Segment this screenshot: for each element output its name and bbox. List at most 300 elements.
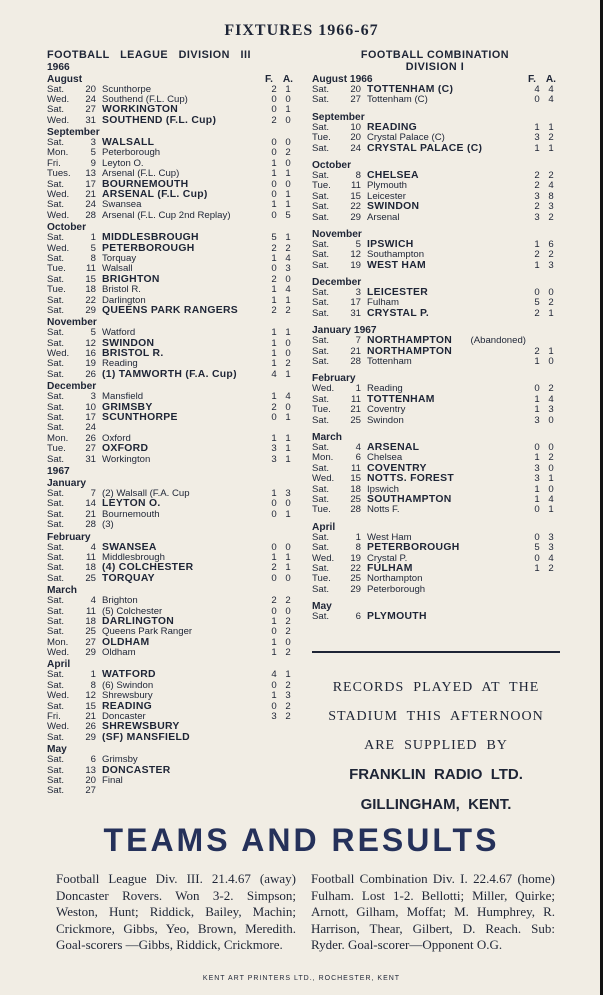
score-for: 0 — [271, 700, 277, 712]
fixture-day: Tue. — [312, 180, 331, 192]
score-against: 6 — [548, 238, 554, 250]
score-for: 1 — [534, 393, 540, 405]
league-fixtures-column — [47, 50, 295, 797]
combination-fixture-list — [312, 74, 558, 622]
score-for: 1 — [534, 493, 540, 505]
fixture-opponent: Arsenal (F.L. Cup) — [102, 169, 180, 180]
fixture-date: 11 — [86, 551, 96, 563]
fixture-opponent: TORQUAY — [102, 573, 155, 584]
fixture-date: 18 — [85, 284, 96, 296]
fixture-row — [312, 384, 558, 394]
combination-fixtures-column — [312, 50, 558, 622]
score-for: 0 — [271, 104, 277, 116]
fixture-opponent: OLDHAM — [102, 637, 150, 648]
score-for: 3 — [271, 711, 277, 723]
league-fixture-list — [47, 74, 295, 797]
score-for: 0 — [271, 508, 277, 520]
fixture-row — [47, 105, 295, 115]
fixture-opponent: Southend (F.L. Cup) — [102, 94, 188, 105]
fixture-day: Sat. — [47, 337, 65, 349]
fixture-day: Sat. — [312, 84, 330, 95]
fixture-day: Sat. — [312, 441, 330, 453]
fixture-day: Wed. — [47, 647, 70, 659]
score-against: 1 — [285, 453, 291, 465]
score-for: 3 — [534, 190, 540, 202]
fixture-day: Wed. — [47, 93, 70, 105]
fixture-row — [312, 474, 558, 484]
fixture-day: Wed. — [47, 189, 70, 201]
fixture-opponent: Final — [102, 775, 123, 786]
fixture-day: Sat. — [47, 391, 65, 403]
fixture-day: Sat. — [312, 493, 330, 505]
score-for: 1 — [271, 284, 277, 296]
fixture-note: (Abandoned) — [470, 335, 526, 347]
fixture-opponent: BOURNEMOUTH — [102, 179, 189, 190]
score-for: 3 — [534, 462, 540, 474]
fixture-date: 5 — [355, 238, 361, 250]
fixture-date: 28 — [350, 356, 361, 368]
score-for: 1 — [534, 452, 540, 464]
fixture-opponent: Plymouth — [367, 181, 407, 192]
score-for: 1 — [534, 238, 540, 250]
fixture-opponent: LEYTON O. — [102, 499, 161, 510]
score-against: 1 — [548, 307, 554, 319]
fixture-opponent: Watford — [102, 328, 136, 339]
fixture-opponent: Queens Park Ranger — [102, 627, 193, 638]
fixture-date: 28 — [85, 519, 96, 531]
fixture-opponent: SWINDON — [102, 338, 155, 349]
fixture-day: Sat. — [47, 764, 65, 776]
fixture-date: 8 — [355, 542, 361, 554]
fixture-date: 14 — [85, 498, 96, 510]
score-against: 1 — [285, 199, 291, 211]
score-against: 2 — [548, 452, 554, 464]
fixture-date: 31 — [85, 114, 96, 126]
fixture-date: 4 — [90, 595, 96, 607]
score-against: 1 — [285, 562, 291, 574]
fixture-row — [312, 574, 558, 584]
fixture-row — [312, 443, 558, 453]
fixture-row — [47, 702, 295, 712]
against-label: A. — [282, 73, 293, 85]
fixture-date: 25 — [350, 493, 361, 505]
score-for: 2 — [534, 201, 540, 213]
score-against: 0 — [285, 337, 291, 349]
fixture-opponent: BRIGHTON — [102, 274, 160, 285]
score-against: 0 — [548, 414, 554, 426]
fixture-opponent: IPSWICH — [367, 239, 414, 250]
score-for: 1 — [534, 121, 540, 133]
score-for: 0 — [271, 209, 277, 221]
fixture-opponent: Middlesbrough — [102, 552, 165, 563]
fixture-day: Sat. — [47, 785, 65, 797]
fixture-opponent: CRYSTAL P. — [367, 308, 430, 319]
fixture-row — [47, 627, 295, 637]
fixture-opponent: PETERBOROUGH — [102, 243, 195, 254]
score-against: 1 — [548, 504, 554, 516]
fixture-opponent: SOUTHEND (F.L. Cup) — [102, 115, 217, 126]
combination-division: DIVISION I — [405, 60, 465, 73]
fixture-date: 6 — [355, 611, 361, 623]
combination-result-paragraph: Football Combination Div. I. 22.4.67 (home) Fulham. Lost 1-2. Bellotti; Miller, Quirke; Arnott, Gilham, Moffat; M. Humphrey, R. Harrison, Thear, Gilbert, D. Reach. Sub: Ryder. Goal-scorer—Opponent O.G. — [311, 871, 555, 953]
score-for: 0 — [534, 552, 540, 564]
score-against: 2 — [548, 132, 554, 144]
fixture-row — [47, 296, 295, 306]
fixture-day: Sat. — [47, 422, 65, 434]
score-against: 1 — [285, 551, 291, 563]
fixture-row — [47, 200, 295, 210]
fixture-day: Sat. — [312, 345, 330, 357]
fixture-row — [47, 617, 295, 627]
fixture-day: Tue. — [312, 404, 331, 416]
fixture-row — [47, 776, 295, 786]
fixture-opponent: (SF) MANSFIELD — [102, 732, 190, 743]
fixture-opponent: SWINDON — [367, 202, 420, 213]
score-against: 0 — [285, 605, 291, 617]
month-heading — [47, 659, 295, 670]
fixture-row — [47, 159, 295, 169]
fixture-day: Sat. — [47, 178, 65, 190]
records-line-2: STADIUM THIS AFTERNOON — [328, 709, 544, 724]
fixture-row — [47, 349, 295, 359]
fixture-day: Sat. — [47, 551, 65, 563]
records-divider — [312, 651, 560, 653]
score-for: 1 — [271, 157, 277, 169]
fixture-opponent: Grimsby — [102, 755, 138, 766]
fixture-opponent: Swansea — [102, 200, 142, 211]
fixture-row — [47, 254, 295, 264]
score-against: 4 — [285, 391, 291, 403]
fixture-opponent: Southampton — [367, 250, 425, 261]
month-label: October — [47, 222, 87, 234]
score-for: 2 — [534, 345, 540, 357]
score-against: 0 — [285, 93, 291, 105]
fixture-date: 16 — [85, 348, 96, 360]
fixture-date: 11 — [351, 180, 361, 192]
score-against: 1 — [548, 142, 554, 154]
fixture-row — [47, 211, 295, 221]
fixture-opponent: Tottenham (C) — [367, 95, 428, 106]
fixture-date: 29 — [350, 583, 361, 595]
fixture-row — [47, 85, 295, 95]
fixture-row — [47, 244, 295, 254]
fixture-date: 20 — [350, 84, 361, 95]
fixture-date: 13 — [85, 764, 96, 776]
fixture-row — [312, 309, 558, 319]
fixture-opponent: Bournemouth — [102, 509, 160, 520]
fixture-date: 15 — [85, 273, 96, 285]
fixture-day: Wed. — [47, 348, 70, 360]
score-for: 0 — [534, 504, 540, 516]
fixture-opponent: Arsenal (F.L. Cup 2nd Replay) — [102, 210, 231, 221]
fixture-day: Wed. — [47, 114, 70, 126]
fixture-row — [47, 563, 295, 573]
fixture-opponent: WALSALL — [102, 138, 155, 149]
fixture-day: Sat. — [47, 669, 65, 681]
fixture-opponent: NORTHAMPTON — [367, 346, 453, 357]
score-for: 0 — [534, 287, 540, 299]
fixture-opponent: ARSENAL (F.L. Cup) — [102, 190, 208, 201]
score-against: 2 — [285, 647, 291, 659]
fixture-date: 27 — [85, 104, 96, 116]
month-heading — [312, 432, 558, 443]
fixture-row — [47, 444, 295, 454]
fixture-row — [47, 510, 295, 520]
fixture-opponent: Crystal Palace (C) — [367, 133, 445, 144]
fixture-date: 18 — [85, 562, 96, 574]
fixture-date: 19 — [350, 259, 361, 271]
fixture-opponent: WORKINGTON — [102, 105, 179, 116]
fixture-row — [47, 328, 295, 338]
league-result-paragraph: Football League Div. III. 21.4.67 (away) Doncaster Rovers. Won 3-2. Simpson; Weston, Hunt; Riddick, Bailey, Machin; Crickmore, Gibbs, Yeo, Brown, Meredith. Goal-scorers —Gibbs, Riddick, Crickmore. — [56, 871, 296, 953]
fixture-day: Sat. — [47, 615, 65, 627]
fixture-opponent: GRIMSBY — [102, 402, 153, 413]
fixture-row — [312, 95, 558, 105]
score-against: 3 — [548, 259, 554, 271]
score-for: 3 — [534, 473, 540, 485]
fixture-day: Sat. — [312, 356, 330, 368]
fixture-opponent: Northampton — [367, 574, 423, 585]
fixture-row — [312, 123, 558, 133]
fixture-row — [47, 543, 295, 553]
fixture-date: 5 — [90, 242, 96, 254]
score-against: 0 — [285, 273, 291, 285]
fixture-day: Sat. — [47, 273, 65, 285]
fixture-row — [312, 585, 558, 595]
fixture-day: Sat. — [312, 462, 330, 474]
fixture-day: Sat. — [47, 104, 65, 116]
fixture-day: Sat. — [47, 754, 65, 766]
fixture-day: Sat. — [47, 605, 65, 617]
fixture-date: 11 — [86, 605, 96, 617]
fixture-date: 1 — [90, 669, 96, 681]
fixture-date: 7 — [355, 335, 361, 347]
score-against: 2 — [285, 711, 291, 723]
score-against: 2 — [285, 147, 291, 159]
score-for: 0 — [534, 531, 540, 543]
score-against: 2 — [285, 700, 291, 712]
fixture-opponent: Coventry — [367, 405, 406, 416]
records-line-3: ARE SUPPLIED BY — [364, 738, 508, 753]
month-heading — [312, 601, 558, 612]
fixture-row — [312, 554, 558, 564]
score-against: 8 — [548, 190, 554, 202]
score-for: 2 — [534, 249, 540, 261]
month-heading — [312, 160, 558, 171]
fixture-opponent: TOTTENHAM (C) — [367, 85, 454, 95]
fixture-date: 29 — [85, 647, 96, 659]
score-against: 1 — [285, 104, 291, 116]
month-label: February — [312, 373, 356, 385]
fixture-day: Sat. — [47, 304, 65, 316]
month-heading — [47, 74, 295, 85]
fixture-row — [312, 612, 558, 622]
score-for: 1 — [271, 327, 277, 339]
score-against: 0 — [548, 441, 554, 453]
fixture-date: 18 — [85, 615, 96, 627]
score-against: 0 — [285, 348, 291, 360]
fixture-opponent: Arsenal — [367, 212, 400, 223]
score-for: 1 — [271, 337, 277, 349]
fixture-date: 21 — [350, 345, 361, 357]
fixture-opponent: READING — [367, 122, 418, 133]
fixture-row — [47, 648, 295, 658]
fixture-day: Sat. — [312, 583, 330, 595]
for-label: F. — [528, 74, 536, 85]
fixture-day: Sat. — [47, 562, 65, 574]
month-heading — [312, 229, 558, 240]
score-against: 4 — [285, 252, 291, 264]
fixture-opponent: Reading — [367, 384, 403, 395]
fixture-day: Sat. — [312, 190, 330, 202]
score-for: 5 — [534, 542, 540, 554]
fixture-opponent: Walsall — [102, 264, 133, 275]
score-for: 3 — [534, 132, 540, 144]
score-for: 3 — [271, 453, 277, 465]
fixture-day: Sat. — [47, 700, 65, 712]
fixture-date: 1 — [355, 531, 361, 543]
fixture-date: 15 — [350, 190, 361, 202]
month-label: December — [312, 277, 362, 289]
fixture-row — [312, 261, 558, 271]
fixture-date: 13 — [85, 168, 96, 180]
fixture-date: 31 — [350, 307, 361, 319]
fixture-date: 24 — [85, 199, 96, 211]
month-heading — [47, 222, 295, 233]
score-for: 0 — [534, 441, 540, 453]
fixture-row — [47, 607, 295, 617]
month-label: December — [47, 381, 97, 393]
fixture-day: Sat. — [312, 238, 330, 250]
fixture-day: Mon. — [47, 432, 69, 444]
fixture-day: Sat. — [312, 562, 330, 574]
score-for: 2 — [271, 273, 277, 285]
fixture-date: 5 — [90, 147, 96, 159]
fixture-day: Sat. — [47, 498, 65, 510]
score-for: 2 — [534, 307, 540, 319]
fixture-opponent: WEST HAM — [367, 260, 426, 271]
fixture-day: Sat. — [47, 572, 65, 584]
fixture-opponent: Torquay — [102, 253, 137, 264]
score-against: 1 — [285, 232, 291, 244]
fixture-date: 25 — [85, 626, 96, 638]
score-for: 1 — [271, 168, 277, 180]
score-for: 4 — [271, 368, 277, 380]
score-against: 2 — [285, 626, 291, 638]
month-heading — [47, 127, 295, 138]
fixture-opponent: FULHAM — [367, 563, 413, 574]
fixture-row — [312, 505, 558, 515]
fixture-opponent: Ipswich — [367, 484, 399, 495]
fixture-date: 7 — [90, 488, 96, 499]
score-for: 1 — [271, 690, 277, 702]
fixture-row — [312, 144, 558, 154]
fixture-row — [312, 181, 558, 191]
score-against: 1 — [285, 432, 291, 444]
score-for: 2 — [534, 180, 540, 192]
score-for: 0 — [271, 147, 277, 159]
fixture-row — [47, 733, 295, 743]
fixture-day: Sat. — [312, 393, 330, 405]
fixture-date: 9 — [90, 157, 96, 169]
fixture-row — [312, 357, 558, 367]
fixture-row — [47, 520, 295, 530]
fixture-date: 27 — [85, 443, 96, 455]
fixture-date: 25 — [350, 573, 361, 585]
fixture-date: 10 — [350, 121, 361, 133]
score-against: 0 — [285, 636, 291, 648]
score-for: 2 — [271, 242, 277, 254]
fixture-day: Sat. — [312, 414, 330, 426]
records-location: GILLINGHAM, KENT. — [360, 796, 512, 813]
fixture-date: 18 — [350, 483, 361, 495]
fixture-opponent: LEICESTER — [367, 288, 429, 299]
month-heading — [312, 373, 558, 384]
fixture-date: 20 — [350, 132, 361, 144]
fixture-opponent: (1) TAMWORTH (F.A. Cup) — [102, 369, 237, 380]
fixture-day: Sat. — [47, 508, 65, 520]
fixture-row — [47, 681, 295, 691]
score-against: 2 — [285, 304, 291, 316]
score-for: 1 — [534, 562, 540, 574]
fixture-opponent: Scunthorpe — [102, 84, 152, 95]
score-against: 0 — [548, 356, 554, 368]
fixture-date: 17 — [85, 412, 96, 424]
fixture-opponent: Brighton — [102, 596, 138, 607]
month-label: March — [312, 431, 343, 443]
score-against: 1 — [548, 345, 554, 357]
score-for: 5 — [534, 297, 540, 309]
fixture-opponent: PETERBOROUGH — [367, 543, 460, 554]
score-against: 2 — [285, 615, 291, 627]
score-against: 2 — [285, 242, 291, 254]
combination-heading: FOOTBALL COMBINATION — [360, 49, 510, 61]
score-for: 0 — [271, 263, 277, 275]
fixture-opponent: Peterborough — [102, 148, 161, 159]
fixture-opponent: DARLINGTON — [102, 616, 175, 627]
fixture-opponent: NORTHAMPTON — [367, 336, 453, 347]
fixture-date: 26 — [85, 368, 96, 380]
fixture-day: Sat. — [312, 542, 330, 554]
score-for: 2 — [534, 169, 540, 181]
fixture-opponent: Peterborough — [367, 584, 426, 595]
fixture-day: Sat. — [47, 401, 65, 413]
fixtures-title: FIXTURES 1966-67 — [224, 22, 379, 39]
score-against: 0 — [285, 401, 291, 413]
fixture-day: Sat. — [47, 626, 65, 638]
fixture-day: Sat. — [47, 541, 65, 553]
score-for: 0 — [271, 679, 277, 691]
score-against: 1 — [285, 294, 291, 306]
score-for: 3 — [534, 414, 540, 426]
fixture-date: 12 — [85, 337, 96, 349]
score-against: 3 — [285, 488, 291, 499]
fixture-day: Tue. — [312, 504, 331, 516]
fixture-row — [47, 339, 295, 349]
score-for: 0 — [271, 572, 277, 584]
fixture-day: Sat. — [312, 611, 330, 623]
fixture-day: Sat. — [47, 137, 65, 149]
fixture-date: 28 — [85, 209, 96, 221]
fixture-row — [47, 553, 295, 563]
fixture-row — [312, 213, 558, 223]
fixture-row — [312, 336, 558, 346]
fixture-date: 15 — [85, 700, 96, 712]
against-label: A. — [545, 74, 556, 85]
fixture-date: 26 — [85, 721, 96, 733]
fixture-date: 21 — [85, 508, 96, 520]
league-heading: FOOTBALL LEAGUE DIVISION III — [47, 49, 251, 61]
